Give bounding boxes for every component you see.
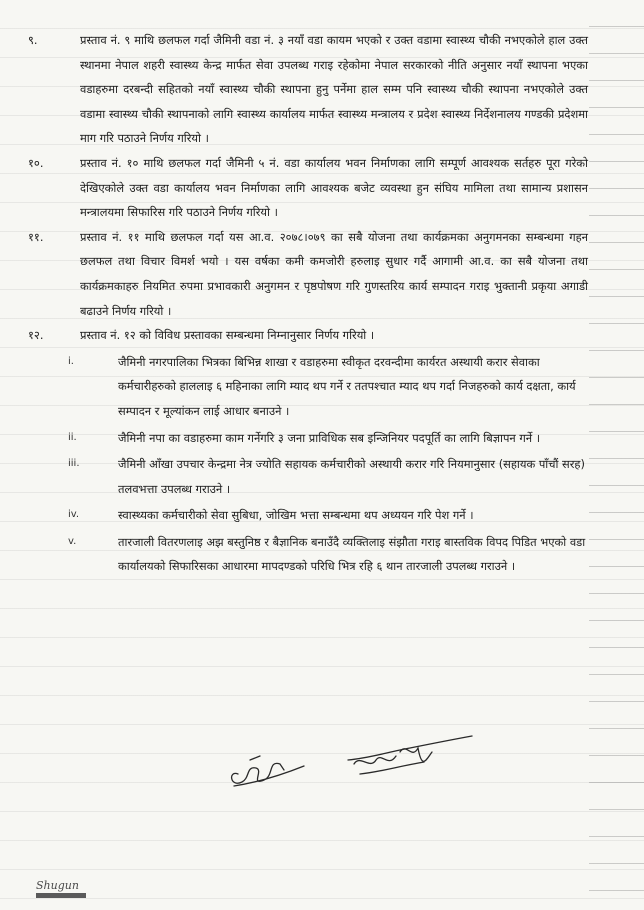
decision-item-9 [28,28,588,151]
sub-item-text: जैमिनी आँखा उपचार केन्द्रमा नेत्र ज्योति सहायक कर्मचारीको अस्थायी करार गरि नियमानुसार (सहायक पाँचौं सरह) तलवभत्ता उपलब्ध गराउने । [118,457,585,496]
item-number: ११. [28,229,44,244]
sub-item-text: जैमिनी नगरपालिका भित्रका बिभिन्न शाखा र वडाहरुमा स्वीकृत दरवन्दीमा कार्यरत अस्थायी करार सेवाका कर्मचारीहरुको हाललाइ ६ महिनाका लागि म्याद थप गर्ने र ततपश्चात म्याद थप गर्दा निजहरुको कार्य दक्षता, कार्य सम्पादन र मूल्यांकन लाई आधार बनाउने । [118,354,576,418]
sub-item-numeral: iii. [68,458,80,470]
item-text: प्रस्ताव नं. ९ माथि छलफल गर्दा जैमिनी वडा नं. ३ नयाँ वडा कायम भएको र उक्त वडामा स्वास्थ्य चौकी नभएकोले हाल उक्त स्थानमा नेपाल शहरी स्वास्थ्य केन्द्र मार्फत सेवा उपलब्ध गराइ रहेकोमा नेपाल सरकारको नीति अनुसार नयाँ स्थापना भएका वडाहरुमा दरबन्दी सहितको नयाँ स्वास्थ्य चौकी स्थापना हुनु पर्नेमा हाल सम्म पनि स्वास्थ्य चौकी स्थापना नभएकोले उक्त वडामा स्वास्थ्य चौकी स्थापनाको लागि स्वास्थ्य कार्यालय मार्फत स्वास्थ्य मन्त्रालय र प्रदेश स्वास्थ्य निर्देशनालय गण्डकी प्रदेशमा माग गरि पठाउने निर्णय गरियो । [80,33,588,146]
svg-text:Shugun: Shugun [36,879,79,892]
sub-item-iii [28,452,588,501]
decision-item-12 [28,323,588,348]
sub-item-numeral: i. [68,355,74,367]
item-number: १२. [28,328,44,343]
item-text: प्रस्ताव नं. १२ को विविध प्रस्तावका सम्बन्धमा निम्नानुसार निर्णय गरियो । [80,328,375,343]
sub-item-numeral: v. [68,535,77,547]
signatures [220,730,480,800]
sub-item-ii [28,426,588,451]
sub-item-v [28,530,588,579]
signature-2 [348,736,472,774]
item-number: १०. [28,155,44,170]
decision-list [28,28,588,579]
decision-item-10 [28,151,588,225]
margin-ruled-lines [589,0,644,910]
item-text: प्रस्ताव नं. १० माथि छलफल गर्दा जैमिनी ५ नं. वडा कार्यालय भवन निर्माणका लागि सम्पूर्ण आवश्यक सर्तहरु पूरा गरेको देखिएकोले उक्त वडा कार्यालय भवन निर्माणका लागि आवश्यक बजेट व्यवस्था हुन संघिय मामिला तथा सामान्य प्रशासन मन्त्रालयमा सिफारिस गरि पठाउने निर्णय गरियो । [80,155,588,220]
sub-item-iv [28,503,588,528]
sub-item-i [28,350,588,424]
sub-item-numeral: ii. [68,431,77,443]
item-text: प्रस्ताव नं. ११ माथि छलफल गर्दा यस आ.व. २०७८।०७९ का सबै योजना तथा कार्यक्रमका अनुगमनका सम्बन्धमा गहन छलफल तथा विचार विमर्श भयो । यस वर्षका कमी कमजोरी हरुलाइ सुधार गर्दै आगामी आ.व. का सबै योजना तथा कार्यक्रमकाहरु नियमित रुपमा प्रभावकारी अनुगमन र पृष्ठपोषण गरि गुणस्तरिय कार्य सम्पादन गराइ भुक्तानी प्रकृया अगाडी बढाउने निर्णय गरियो । [80,229,588,318]
signature-1 [232,756,304,786]
sub-item-text: तारजाली वितरणलाइ अझ बस्तुनिष्ठ र बैज्ञानिक बनाउँदै व्यक्तिलाइ संझौता गराइ बास्तविक विपद पिडित भएको वडा कार्यालयको सिफारिसका आधारमा मापदण्डको परिधि भित्र रहि ६ थान तारजाली उपलब्ध गराउने । [118,534,586,574]
sub-item-numeral: iv. [68,509,80,521]
sub-item-text: स्वास्थ्यका कर्मचारीको सेवा सुबिधा, जोखिम भत्ता सम्बन्धमा थप अध्ययन गरि पेश गर्ने । [118,508,474,523]
company-logo [34,876,94,902]
item-number: ९. [28,33,38,47]
decision-item-11 [28,225,588,323]
sub-item-text: जैमिनी नपा का वडाहरुमा काम गर्नेगरि ३ जना प्राविधिक सब इन्जिनियर पदपूर्ति का लागि बिज्ञापन गर्ने । [118,430,541,445]
